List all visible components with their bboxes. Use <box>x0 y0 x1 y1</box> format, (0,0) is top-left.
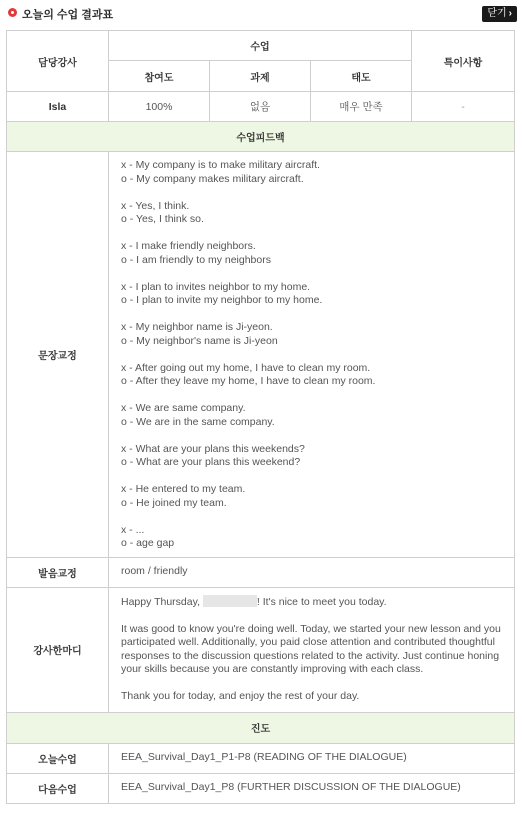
corrected-sentence: o - Yes, I think so. <box>121 213 204 225</box>
corrected-sentence: o - I am friendly to my neighbors <box>121 253 271 266</box>
corrected-sentence: o - age gap <box>121 537 175 549</box>
corrected-sentence: o - We are in the same company. <box>121 415 275 428</box>
header-class: 수업 <box>109 31 412 61</box>
today-class-label: 오늘수업 <box>7 743 109 773</box>
corrected-sentence: o - My company makes military aircraft. <box>121 172 304 185</box>
teacher-comment-label: 강사한마디 <box>7 587 109 712</box>
close-label: 닫기 <box>487 8 507 19</box>
teacher-comment-content <box>109 587 515 712</box>
today-class-value: EEA_Survival_Day1_P1-P8 (READING OF THE DIALOGUE) <box>109 743 515 773</box>
feedback-section-header: 수업피드백 <box>7 122 515 152</box>
correction-item <box>121 240 502 267</box>
header-teacher: 담당강사 <box>7 31 109 92</box>
incorrect-sentence: x - What are your plans this weekends? <box>121 442 305 455</box>
pronunciation-value: room / friendly <box>109 557 515 587</box>
teacher-name: Isla <box>7 92 109 122</box>
correction-item <box>121 321 502 348</box>
pronunciation-label: 발음교정 <box>7 557 109 587</box>
redacted-name <box>203 595 257 607</box>
notes-value: - <box>412 92 515 122</box>
correction-item <box>121 443 502 470</box>
next-class-label: 다음수업 <box>7 773 109 803</box>
incorrect-sentence: x - Yes, I think. <box>121 199 190 212</box>
correction-item <box>121 159 502 186</box>
result-header <box>0 0 522 28</box>
correction-item <box>121 362 502 389</box>
corrected-sentence: o - What are your plans this weekend? <box>121 456 301 468</box>
corrected-sentence: o - He joined my team. <box>121 496 227 509</box>
sentence-correction-content <box>109 152 515 558</box>
header-homework: 과제 <box>210 61 311 92</box>
comment-greeting <box>121 595 502 610</box>
header-attitude: 태도 <box>311 61 412 92</box>
corrected-sentence: o - My neighbor's name is Ji-yeon <box>121 334 278 347</box>
progress-section-header: 진도 <box>7 712 515 743</box>
correction-item <box>121 483 502 510</box>
incorrect-sentence: x - ... <box>121 523 145 536</box>
participation-value: 100% <box>109 92 210 122</box>
correction-list <box>121 152 502 557</box>
incorrect-sentence: x - My company is to make military aircraft. <box>121 159 320 171</box>
incorrect-sentence: x - My neighbor name is Ji-yeon. <box>121 321 273 333</box>
comment-paragraph-2: It was good to know you're doing well. Today, we started your new lesson and you participated well. Additionally, you paid close attention and contributed thoughtful responses to the discussion questions related to the activity. Just continue honing your skills because you are constantly improving with each class. <box>121 622 501 675</box>
comment-paragraph-3: Thank you for today, and enjoy the rest of your day. <box>121 690 360 702</box>
corrected-sentence: o - I plan to invite my neighbor to my home. <box>121 294 323 306</box>
incorrect-sentence: x - I make friendly neighbors. <box>121 240 256 252</box>
correction-item <box>121 200 502 227</box>
attitude-value: 매우 만족 <box>311 92 412 122</box>
incorrect-sentence: x - I plan to invites neighbor to my home. <box>121 280 311 293</box>
greeting-start: Happy Thursday, <box>121 595 200 608</box>
bullet-icon <box>8 8 17 17</box>
header-notes: 특이사항 <box>412 31 515 92</box>
header-participation: 참여도 <box>109 61 210 92</box>
correction-item <box>121 281 502 308</box>
close-button[interactable] <box>482 6 517 22</box>
correction-item <box>121 402 502 429</box>
corrected-sentence: o - After they leave my home, I have to clean my room. <box>121 375 376 387</box>
homework-value: 없음 <box>210 92 311 122</box>
sentence-correction-label: 문장교정 <box>7 152 109 558</box>
incorrect-sentence: x - After going out my home, I have to clean my room. <box>121 361 371 374</box>
next-class-value: EEA_Survival_Day1_P8 (FURTHER DISCUSSION OF THE DIALOGUE) <box>109 773 515 803</box>
incorrect-sentence: x - We are same company. <box>121 402 246 414</box>
page-title: 오늘의 수업 결과표 <box>22 9 114 21</box>
correction-item <box>121 524 502 551</box>
incorrect-sentence: x - He entered to my team. <box>121 483 246 495</box>
result-table <box>6 30 515 804</box>
chevron-right-icon: › <box>508 8 512 19</box>
greeting-end: ! It's nice to meet you today. <box>256 595 387 608</box>
